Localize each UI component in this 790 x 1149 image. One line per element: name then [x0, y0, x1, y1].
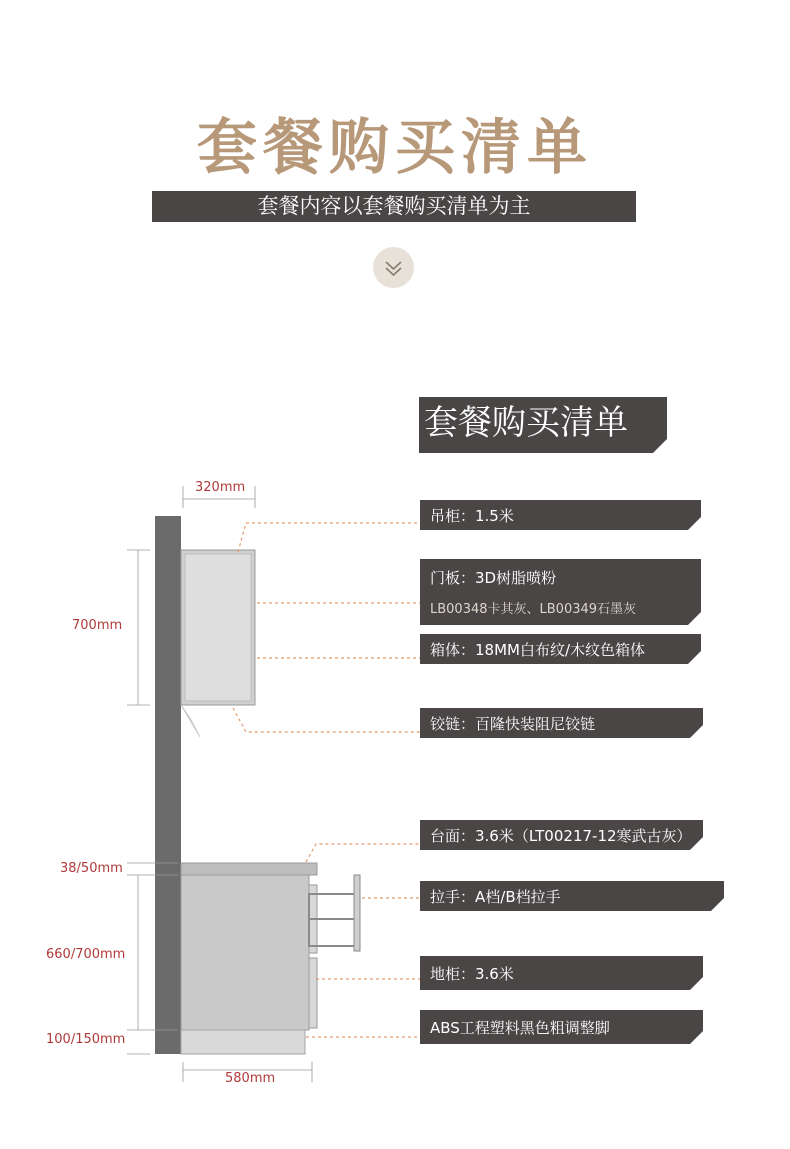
label-carcass: 箱体：18MM白布纹/木纹色箱体 — [420, 634, 701, 664]
dim-plinth-height: 100/150mm — [46, 1032, 126, 1047]
label-base-cabinet: 地柜：3.6米 — [420, 956, 703, 990]
label-countertop: 台面：3.6米（LT00217-12寒武古灰） — [420, 820, 703, 850]
label-door-line1: 门板：3D树脂喷粉 — [430, 569, 557, 587]
dim-wall-depth: 320mm — [195, 480, 246, 495]
dim-wall-height: 700mm — [72, 618, 123, 633]
label-feet: ABS工程塑料黑色粗调整脚 — [420, 1010, 703, 1044]
dim-base-height: 660/700mm — [46, 947, 126, 962]
subtitle-banner: 套餐内容以套餐购买清单为主 — [152, 191, 636, 222]
label-handle: 拉手：A档/B档拉手 — [420, 881, 724, 911]
label-wall-cabinet: 吊柜：1.5米 — [420, 500, 701, 530]
dim-counter-thickness: 38/50mm — [60, 861, 123, 876]
page-title: 套餐购买清单 — [197, 113, 593, 183]
label-hinge: 铰链：百隆快装阻尼铰链 — [420, 708, 703, 738]
label-door-line2: LB00348卡其灰、LB00349石墨灰 — [430, 602, 637, 617]
dim-base-depth: 580mm — [225, 1071, 276, 1086]
section-title: 套餐购买清单 — [424, 403, 628, 443]
